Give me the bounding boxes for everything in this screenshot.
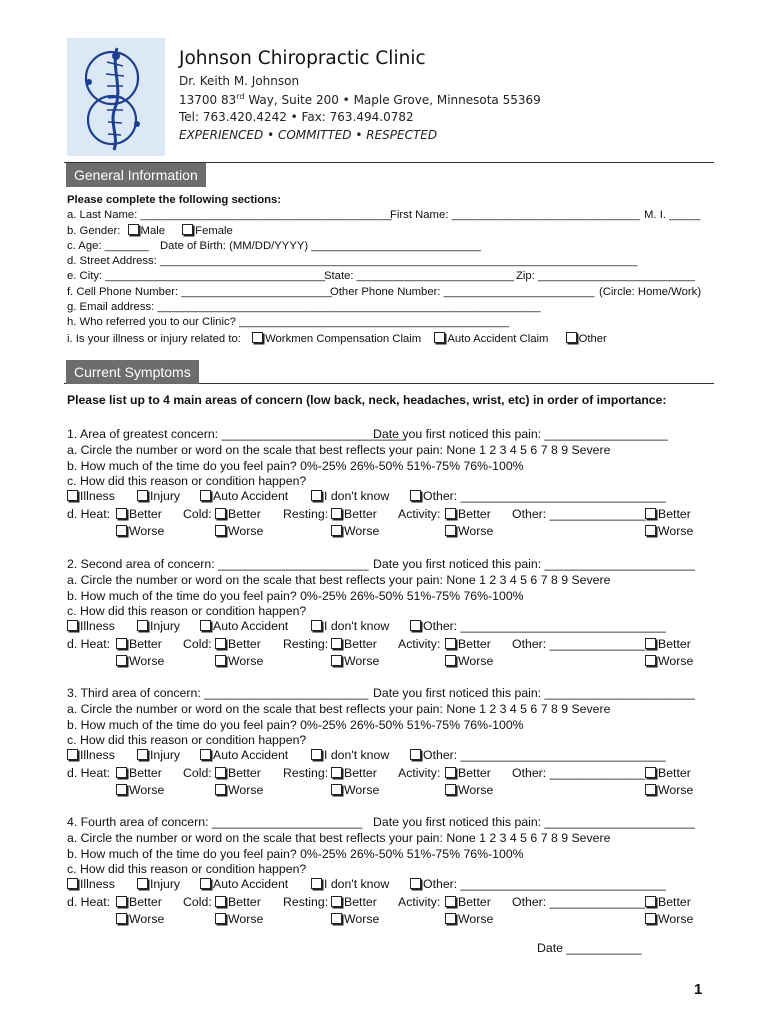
cold-label: Cold: — [183, 507, 212, 521]
injury-label: Injury — [150, 748, 181, 762]
spine-logo-icon — [67, 38, 165, 156]
dont-know-option — [311, 489, 389, 503]
address-ordinal: rd — [236, 92, 245, 101]
resting-better-label: Better — [344, 507, 377, 521]
activity-better-option — [445, 766, 491, 780]
cold-label: Cold: — [183, 895, 212, 909]
female-checkbox[interactable] — [182, 224, 193, 235]
pain-scale-row[interactable]: a. Circle the number or word on the scale that best reflects your pain: None 1 2 3 4 5 6 7 8 9 Severe — [67, 573, 611, 587]
other-worse-label: Worse — [658, 524, 694, 538]
cold-worse-checkbox[interactable] — [215, 525, 226, 536]
other-cause-label: Other: ______________________________ — [423, 489, 666, 503]
how-happened-label: c. How did this reason or condition happen? — [67, 474, 307, 488]
cold-better-checkbox[interactable] — [215, 767, 226, 778]
middle-initial-field[interactable]: M. I. _____ — [644, 209, 701, 221]
injury-option — [137, 489, 180, 503]
heat-worse-option — [116, 912, 164, 926]
auto-accident-label: Auto Accident — [213, 748, 289, 762]
area-title-field[interactable]: 4. Fourth area of concern: ______________________ — [67, 815, 363, 829]
other-better-option — [645, 895, 691, 909]
other-cause-checkbox[interactable] — [410, 490, 421, 501]
heat-label: d. Heat: — [67, 895, 111, 909]
address-street-number: 13700 83 — [179, 93, 237, 107]
activity-better-checkbox[interactable] — [445, 508, 456, 519]
other-worse-option — [645, 654, 693, 668]
resting-label: Resting: — [283, 895, 329, 909]
injury-option — [137, 877, 180, 891]
other-better-checkbox[interactable] — [645, 896, 656, 907]
area-title-field[interactable]: 2. Second area of concern: ______________________ — [67, 557, 369, 571]
cold-better-label: Better — [228, 507, 261, 521]
activity-worse-checkbox[interactable] — [445, 913, 456, 924]
resting-worse-checkbox[interactable] — [331, 784, 342, 795]
auto-accident-option — [200, 748, 288, 762]
resting-label: Resting: — [283, 507, 329, 521]
auto-accident-checkbox[interactable] — [200, 878, 211, 889]
other-better-label: Better — [658, 766, 691, 780]
other-cause-option — [410, 619, 666, 633]
cold-worse-option — [215, 524, 263, 538]
activity-better-checkbox[interactable] — [445, 638, 456, 649]
resting-worse-checkbox[interactable] — [331, 913, 342, 924]
pain-scale-row[interactable]: a. Circle the number or word on the scale that best reflects your pain: None 1 2 3 4 5 6 7 8 9 Severe — [67, 831, 611, 845]
heat-better-option — [116, 507, 162, 521]
illness-option — [67, 619, 115, 633]
other-worse-label: Worse — [658, 912, 694, 926]
current-symptoms-header: Current Symptoms — [66, 360, 199, 384]
pain-time-row[interactable]: b. How much of the time do you feel pain? 0%-25% 26%-50% 51%-75% 76%-100% — [67, 589, 524, 603]
activity-better-option — [445, 507, 491, 521]
other-cause-label: Other: ______________________________ — [423, 619, 666, 633]
activity-worse-checkbox[interactable] — [445, 655, 456, 666]
clinic-name: Johnson Chiropractic Clinic — [179, 48, 426, 69]
other-better-label: Better — [658, 507, 691, 521]
other-better-option — [645, 507, 691, 521]
resting-worse-option — [331, 524, 379, 538]
heat-better-checkbox[interactable] — [116, 896, 127, 907]
first-name-field[interactable]: First Name: ______________________________ — [390, 209, 640, 221]
heat-label: d. Heat: — [67, 637, 111, 651]
other-better-checkbox[interactable] — [645, 508, 656, 519]
dont-know-option — [311, 877, 389, 891]
other-effect-field[interactable]: Other: ______________ — [512, 766, 646, 780]
other-worse-checkbox[interactable] — [645, 655, 656, 666]
resting-better-option — [331, 895, 377, 909]
cold-better-checkbox[interactable] — [215, 638, 226, 649]
pain-time-row[interactable]: b. How much of the time do you feel pain? 0%-25% 26%-50% 51%-75% 76%-100% — [67, 718, 524, 732]
injury-label: Injury — [150, 877, 181, 891]
heat-worse-option — [116, 654, 164, 668]
injury-checkbox[interactable] — [137, 620, 148, 631]
cold-better-checkbox[interactable] — [215, 896, 226, 907]
cold-worse-checkbox[interactable] — [215, 913, 226, 924]
other-worse-option — [645, 783, 693, 797]
date-field[interactable]: Date ___________ — [537, 941, 642, 955]
female-label: Female — [195, 225, 233, 237]
pain-time-row[interactable]: b. How much of the time do you feel pain? 0%-25% 26%-50% 51%-75% 76%-100% — [67, 459, 524, 473]
resting-better-checkbox[interactable] — [331, 767, 342, 778]
other-worse-label: Worse — [658, 654, 694, 668]
workmen-comp-checkbox[interactable] — [252, 332, 263, 343]
cold-worse-option — [215, 654, 263, 668]
other-worse-option — [645, 912, 693, 926]
general-instructions: Please complete the following sections: — [67, 194, 282, 206]
workmen-comp-label: Workmen Compensation Claim — [265, 333, 422, 345]
area-date-noticed-field[interactable]: Date you first noticed this pain: ______________________ — [373, 686, 696, 700]
activity-worse-option — [445, 783, 493, 797]
cold-worse-checkbox[interactable] — [215, 784, 226, 795]
heat-better-label: Better — [129, 637, 162, 651]
other-claim-checkbox[interactable] — [566, 332, 577, 343]
other-cause-option — [410, 489, 666, 503]
heat-better-option — [116, 895, 162, 909]
dont-know-option — [311, 619, 389, 633]
resting-better-checkbox[interactable] — [331, 896, 342, 907]
injury-option — [137, 748, 180, 762]
heat-worse-checkbox[interactable] — [116, 913, 127, 924]
heat-worse-checkbox[interactable] — [116, 784, 127, 795]
activity-worse-label: Worse — [458, 524, 494, 538]
other-worse-checkbox[interactable] — [645, 525, 656, 536]
resting-worse-option — [331, 912, 379, 926]
cold-worse-label: Worse — [228, 912, 264, 926]
illness-checkbox[interactable] — [67, 878, 78, 889]
other-cause-checkbox[interactable] — [410, 878, 421, 889]
pain-time-row[interactable]: b. How much of the time do you feel pain? 0%-25% 26%-50% 51%-75% 76%-100% — [67, 847, 524, 861]
dont-know-checkbox[interactable] — [311, 490, 322, 501]
auto-claim-checkbox[interactable] — [434, 332, 445, 343]
heat-better-label: Better — [129, 507, 162, 521]
auto-accident-checkbox[interactable] — [200, 620, 211, 631]
injury-label: Injury — [150, 489, 181, 503]
other-claim-label: Other — [578, 333, 607, 345]
dont-know-checkbox[interactable] — [311, 749, 322, 760]
resting-better-checkbox[interactable] — [331, 508, 342, 519]
other-better-label: Better — [658, 637, 691, 651]
activity-better-label: Better — [458, 507, 491, 521]
heat-label: d. Heat: — [67, 766, 111, 780]
resting-label: Resting: — [283, 766, 329, 780]
activity-label: Activity: — [398, 637, 441, 651]
address-rest: Way, Suite 200 • Maple Grove, Minnesota 55369 — [244, 93, 541, 107]
cold-better-option — [215, 637, 261, 651]
heat-better-checkbox[interactable] — [116, 767, 127, 778]
injury-label: Injury — [150, 619, 181, 633]
street-address-field[interactable]: d. Street Address: ____________________________________________________________________________ — [67, 255, 638, 267]
resting-better-label: Better — [344, 637, 377, 651]
injury-checkbox[interactable] — [137, 749, 148, 760]
cold-better-option — [215, 766, 261, 780]
how-happened-label: c. How did this reason or condition happen? — [67, 604, 307, 618]
activity-better-option — [445, 637, 491, 651]
dont-know-label: I don't know — [324, 489, 390, 503]
auto-accident-label: Auto Accident — [213, 619, 289, 633]
dont-know-label: I don't know — [324, 877, 390, 891]
phone-type-note: (Circle: Home/Work) — [599, 286, 702, 298]
activity-better-label: Better — [458, 895, 491, 909]
dont-know-checkbox[interactable] — [311, 620, 322, 631]
resting-better-checkbox[interactable] — [331, 638, 342, 649]
other-cause-checkbox[interactable] — [410, 749, 421, 760]
auto-accident-option — [200, 489, 288, 503]
cold-better-checkbox[interactable] — [215, 508, 226, 519]
resting-worse-checkbox[interactable] — [331, 525, 342, 536]
resting-label: Resting: — [283, 637, 329, 651]
illness-label: Illness — [80, 877, 115, 891]
other-cause-option — [410, 877, 666, 891]
heat-better-label: Better — [129, 766, 162, 780]
resting-worse-checkbox[interactable] — [331, 655, 342, 666]
illness-checkbox[interactable] — [67, 490, 78, 501]
gender-label: b. Gender: — [67, 225, 121, 237]
other-better-checkbox[interactable] — [645, 638, 656, 649]
clinic-logo — [67, 38, 165, 156]
other-worse-checkbox[interactable] — [645, 913, 656, 924]
clinic-phone: Tel: 763.420.4242 • Fax: 763.494.0782 — [179, 110, 414, 124]
other-worse-checkbox[interactable] — [645, 784, 656, 795]
area-date-noticed-field[interactable]: Date you first noticed this pain: __________________ — [373, 427, 668, 441]
male-label: Male — [140, 225, 166, 237]
area-date-noticed-field[interactable]: Date you first noticed this pain: ______________________ — [373, 557, 696, 571]
resting-better-label: Better — [344, 895, 377, 909]
illness-option — [67, 748, 115, 762]
dob-field[interactable]: Date of Birth: (MM/DD/YYYY) ___________________________ — [160, 240, 481, 252]
activity-better-checkbox[interactable] — [445, 896, 456, 907]
other-effect-field[interactable]: Other: ______________ — [512, 637, 646, 651]
illness-label: Illness — [80, 619, 115, 633]
auto-accident-checkbox[interactable] — [200, 490, 211, 501]
heat-worse-label: Worse — [129, 783, 165, 797]
heat-worse-label: Worse — [129, 654, 165, 668]
resting-better-label: Better — [344, 766, 377, 780]
activity-label: Activity: — [398, 766, 441, 780]
activity-worse-checkbox[interactable] — [445, 784, 456, 795]
other-effect-field[interactable]: Other: ______________ — [512, 895, 646, 909]
state-field[interactable]: State: _________________________ — [324, 270, 514, 282]
illness-checkbox[interactable] — [67, 620, 78, 631]
gender-row — [67, 224, 233, 237]
other-better-label: Better — [658, 895, 691, 909]
heat-better-option — [116, 766, 162, 780]
activity-worse-option — [445, 912, 493, 926]
resting-worse-option — [331, 783, 379, 797]
illness-label: Illness — [80, 489, 115, 503]
injury-option — [137, 619, 180, 633]
other-better-checkbox[interactable] — [645, 767, 656, 778]
clinic-address — [179, 92, 541, 107]
resting-worse-label: Worse — [344, 524, 380, 538]
other-phone-field[interactable]: Other Phone Number: ________________________ — [330, 286, 595, 298]
cold-worse-label: Worse — [228, 783, 264, 797]
activity-better-label: Better — [458, 766, 491, 780]
activity-label: Activity: — [398, 895, 441, 909]
injury-checkbox[interactable] — [137, 878, 148, 889]
zip-field[interactable]: Zip: _________________________ — [516, 270, 696, 282]
cold-label: Cold: — [183, 766, 212, 780]
resting-worse-label: Worse — [344, 654, 380, 668]
auto-accident-checkbox[interactable] — [200, 749, 211, 760]
activity-better-option — [445, 895, 491, 909]
male-checkbox[interactable] — [128, 224, 139, 235]
last-name-field[interactable]: a. Last Name: ________________________________________ — [67, 209, 392, 221]
heat-worse-option — [116, 524, 164, 538]
dont-know-label: I don't know — [324, 748, 390, 762]
auto-accident-option — [200, 619, 288, 633]
other-cause-label: Other: ______________________________ — [423, 748, 666, 762]
injury-checkbox[interactable] — [137, 490, 148, 501]
resting-better-option — [331, 507, 377, 521]
heat-better-option — [116, 637, 162, 651]
cold-label: Cold: — [183, 637, 212, 651]
other-effect-field[interactable]: Other: ______________ — [512, 507, 646, 521]
referral-field[interactable]: h. Who referred you to our Clinic? ___________________________________________ — [67, 316, 510, 328]
cell-phone-field[interactable]: f. Cell Phone Number: ________________________ — [67, 286, 333, 298]
pain-scale-row[interactable]: a. Circle the number or word on the scale that best reflects your pain: None 1 2 3 4 5 6 7 8 9 Severe — [67, 702, 611, 716]
activity-worse-label: Worse — [458, 912, 494, 926]
clinic-slogan: EXPERIENCED • COMMITTED • RESPECTED — [179, 128, 438, 142]
activity-better-label: Better — [458, 637, 491, 651]
heat-worse-option — [116, 783, 164, 797]
activity-worse-label: Worse — [458, 783, 494, 797]
cold-worse-label: Worse — [228, 654, 264, 668]
resting-worse-label: Worse — [344, 783, 380, 797]
activity-better-checkbox[interactable] — [445, 767, 456, 778]
heat-better-label: Better — [129, 895, 162, 909]
cold-better-option — [215, 507, 261, 521]
activity-worse-checkbox[interactable] — [445, 525, 456, 536]
other-better-option — [645, 766, 691, 780]
heat-worse-checkbox[interactable] — [116, 655, 127, 666]
heat-worse-checkbox[interactable] — [116, 525, 127, 536]
cold-worse-checkbox[interactable] — [215, 655, 226, 666]
cold-better-option — [215, 895, 261, 909]
auto-accident-label: Auto Accident — [213, 489, 289, 503]
other-cause-option — [410, 748, 666, 762]
page-number: 1 — [694, 981, 703, 998]
cold-better-label: Better — [228, 766, 261, 780]
heat-worse-label: Worse — [129, 524, 165, 538]
heat-worse-label: Worse — [129, 912, 165, 926]
how-happened-label: c. How did this reason or condition happen? — [67, 733, 307, 747]
other-better-option — [645, 637, 691, 651]
age-field[interactable]: c. Age: _______ — [67, 240, 149, 252]
cold-worse-label: Worse — [228, 524, 264, 538]
activity-worse-option — [445, 524, 493, 538]
resting-worse-option — [331, 654, 379, 668]
illness-option — [67, 489, 115, 503]
cold-worse-option — [215, 783, 263, 797]
pain-scale-row[interactable]: a. Circle the number or word on the scale that best reflects your pain: None 1 2 3 4 5 6 7 8 9 Severe — [67, 443, 611, 457]
email-field[interactable]: g. Email address: _____________________________________________________________ — [67, 301, 541, 313]
general-info-header: General Information — [66, 163, 206, 187]
activity-label: Activity: — [398, 507, 441, 521]
resting-better-option — [331, 637, 377, 651]
resting-worse-label: Worse — [344, 912, 380, 926]
heat-better-checkbox[interactable] — [116, 508, 127, 519]
illness-option — [67, 877, 115, 891]
other-cause-checkbox[interactable] — [410, 620, 421, 631]
heat-better-checkbox[interactable] — [116, 638, 127, 649]
other-worse-option — [645, 524, 693, 538]
city-field[interactable]: e. City: ___________________________________ — [67, 270, 326, 282]
cold-worse-option — [215, 912, 263, 926]
how-happened-label: c. How did this reason or condition happen? — [67, 862, 307, 876]
area-date-noticed-field[interactable]: Date you first noticed this pain: ______________________ — [373, 815, 696, 829]
related-row — [67, 332, 607, 345]
activity-worse-label: Worse — [458, 654, 494, 668]
cold-better-label: Better — [228, 637, 261, 651]
resting-better-option — [331, 766, 377, 780]
area-title-field[interactable]: 1. Area of greatest concern: ___________________________ — [67, 427, 407, 441]
illness-label: Illness — [80, 748, 115, 762]
dont-know-label: I don't know — [324, 619, 390, 633]
dont-know-checkbox[interactable] — [311, 878, 322, 889]
related-label: i. Is your illness or injury related to: — [67, 333, 241, 345]
activity-worse-option — [445, 654, 493, 668]
illness-checkbox[interactable] — [67, 749, 78, 760]
dont-know-option — [311, 748, 389, 762]
cold-better-label: Better — [228, 895, 261, 909]
doctor-name: Dr. Keith M. Johnson — [179, 74, 300, 88]
heat-label: d. Heat: — [67, 507, 111, 521]
auto-accident-option — [200, 877, 288, 891]
symptoms-instruction: Please list up to 4 main areas of concern (low back, neck, headaches, wrist, etc) in order of importance: — [67, 393, 667, 407]
other-worse-label: Worse — [658, 783, 694, 797]
auto-accident-label: Auto Accident — [213, 877, 289, 891]
other-cause-label: Other: ______________________________ — [423, 877, 666, 891]
auto-claim-label: Auto Accident Claim — [447, 333, 549, 345]
area-title-field[interactable]: 3. Third area of concern: ________________________ — [67, 686, 369, 700]
